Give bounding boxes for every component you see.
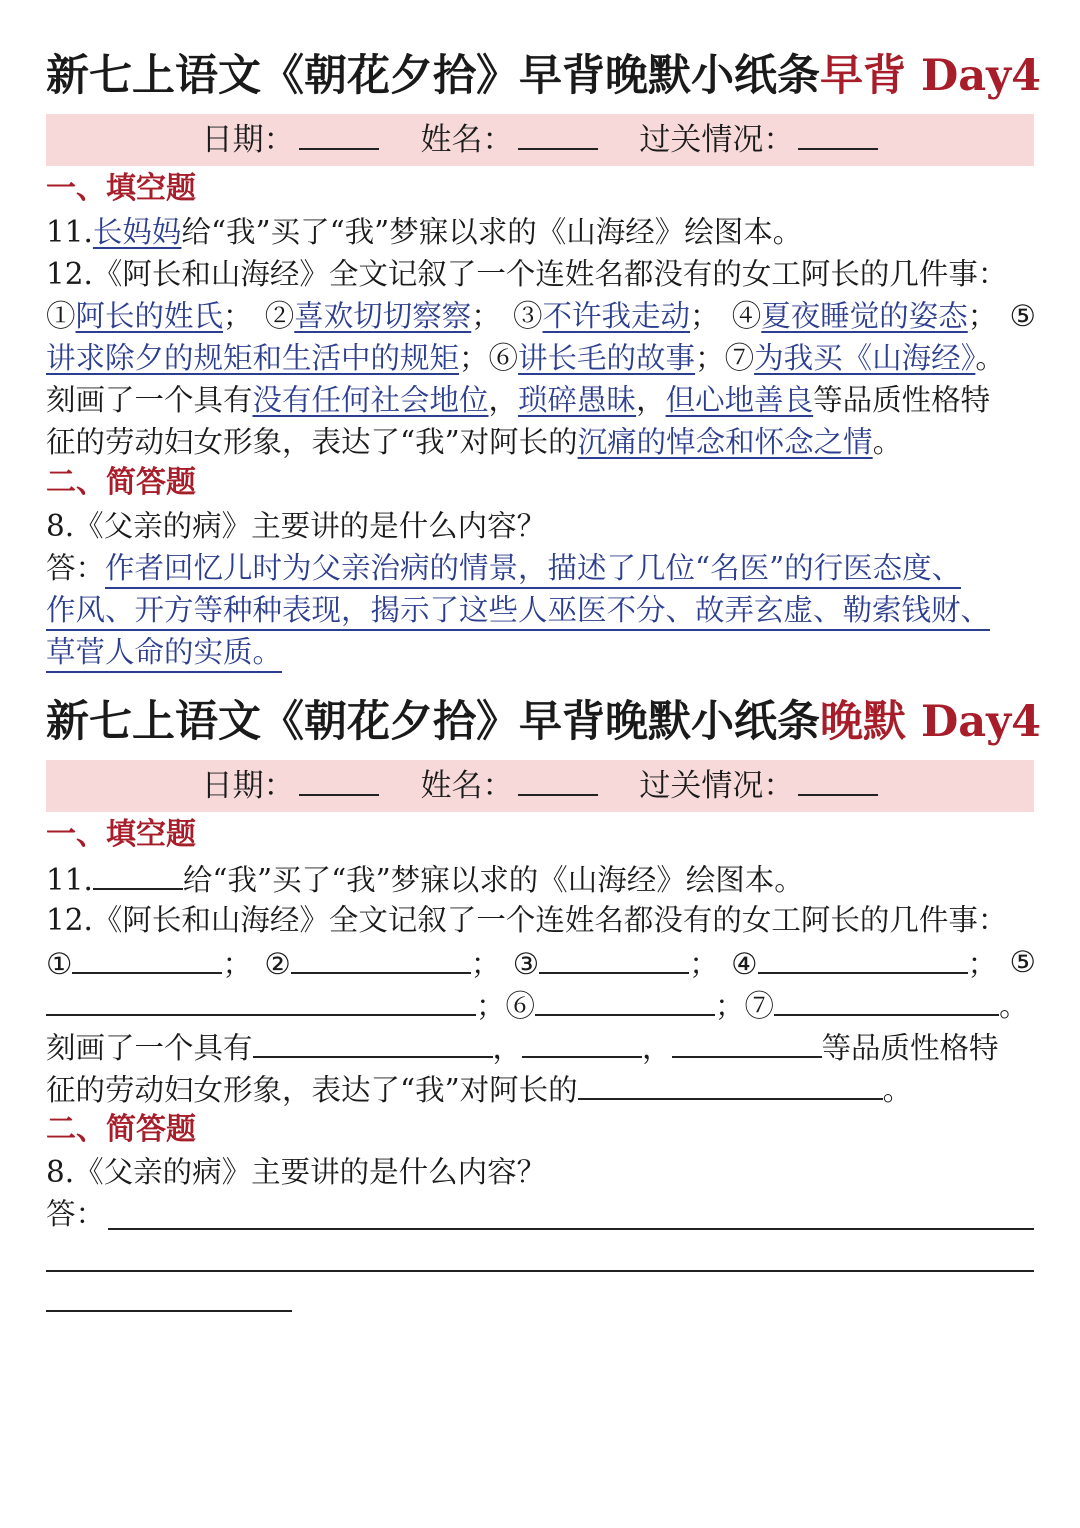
q12-emotion: 沉痛的悼念和怀念之情 — [577, 425, 873, 459]
q12-trait-2: 琐碎愚昧 — [518, 383, 637, 417]
q12-emotion-blank[interactable] — [578, 1068, 883, 1100]
date-blank[interactable] — [299, 118, 379, 150]
q12-text: 征的劳动妇女形象，表达了“我”对阿长的 — [46, 1073, 578, 1107]
q12-trait-blank-1[interactable] — [253, 1026, 493, 1058]
item-num: ⑤ — [1009, 945, 1036, 979]
morning-q12-line4 — [46, 380, 1036, 420]
q12-blank-5[interactable] — [46, 984, 476, 1016]
q8-answer-line: 草菅人命的实质。 — [46, 635, 282, 673]
sep: ； — [471, 299, 501, 333]
morning-q11 — [46, 212, 1036, 252]
sep: 。 — [882, 1073, 913, 1107]
sep: ； — [967, 299, 998, 333]
q12-text: 刻画了一个具有 — [46, 1031, 253, 1065]
item-num: ⑥ — [505, 989, 536, 1023]
sep: ； — [459, 341, 489, 375]
q12-text: 等品质性格特 — [821, 1031, 999, 1065]
morning-q12-line3 — [46, 338, 1036, 378]
evening-q12-intro: 12.《阿长和山海经》全文记叙了一个连姓名都没有的女工阿长的几件事： — [46, 903, 1008, 937]
q11-answer: 长妈妈 — [92, 215, 182, 249]
item-num: ⑦ — [724, 341, 755, 375]
morning-q12-intro: 12.《阿长和山海经》全文记叙了一个连姓名都没有的女工阿长的几件事： — [46, 257, 1008, 291]
q12-trait-3: 但心地善良 — [665, 383, 814, 417]
q11-number: 11. — [46, 215, 93, 249]
status-blank[interactable] — [798, 118, 878, 150]
sep: ， — [642, 1031, 672, 1065]
sep: ， — [488, 383, 519, 417]
morning-info-bar — [46, 114, 1034, 166]
q8-answer-line: 作者回忆儿时为父亲治病的情景，描述了几位“名医”的行医态度、 — [105, 551, 961, 589]
morning-q8: 8.《父亲的病》主要讲的是什么内容？ — [46, 509, 547, 543]
q12-trait-blank-3[interactable] — [672, 1026, 822, 1058]
status-blank[interactable] — [798, 764, 878, 796]
item-num: ① — [46, 947, 73, 981]
sep: ； — [223, 299, 253, 333]
q12-answer-1: 阿长的姓氏 — [75, 299, 224, 333]
answer-label: 答： — [46, 1197, 106, 1231]
q11-number: 11. — [46, 863, 93, 897]
name-label: 姓名： — [420, 122, 514, 158]
q11-text: 给“我”买了“我”梦寐以求的《山海经》绘图本。 — [182, 863, 804, 897]
sep: ， — [636, 383, 666, 417]
item-num: ③ — [513, 299, 543, 333]
q12-answer-2: 喜欢切切察察 — [294, 299, 472, 333]
evening-section-fill: 一、填空题 — [46, 817, 196, 852]
status-label: 过关情况： — [639, 122, 795, 158]
evening-q12-line3 — [46, 984, 1036, 1026]
morning-q8-answer-3 — [46, 632, 1036, 672]
evening-q8: 8.《父亲的病》主要讲的是什么内容？ — [46, 1155, 547, 1189]
q12-blank-1[interactable] — [72, 942, 222, 974]
evening-title-row — [46, 692, 1042, 752]
q8-answer-rule-2[interactable] — [46, 1270, 1034, 1272]
sep: ； — [470, 947, 501, 981]
q12-text: 征的劳动妇女形象，表达了“我”对阿长的 — [46, 425, 578, 459]
morning-q12-line5 — [46, 422, 1036, 462]
answer-label: 答： — [46, 551, 106, 585]
q8-answer-rule-3[interactable] — [46, 1310, 292, 1312]
morning-q12-line2 — [46, 296, 1036, 336]
sep: ； — [715, 989, 745, 1023]
evening-section-short: 二、简答题 — [46, 1112, 196, 1147]
item-num: ④ — [731, 299, 762, 333]
date-label: 日期： — [201, 768, 295, 804]
item-num: ② — [264, 299, 295, 333]
item-num: ④ — [731, 947, 758, 981]
q12-blank-7[interactable] — [774, 984, 999, 1016]
sep: ， — [492, 1031, 523, 1065]
sep: ； — [689, 947, 719, 981]
evening-q12-line4 — [46, 1026, 1036, 1068]
q11-text: 给“我”买了“我”梦寐以求的《山海经》绘图本。 — [181, 215, 803, 249]
q12-answer-7: 为我买《山海经》 — [754, 341, 976, 375]
q12-blank-2[interactable] — [291, 942, 471, 974]
q12-blank-3[interactable] — [539, 942, 689, 974]
morning-title-row — [46, 46, 1042, 106]
sep: ； — [967, 947, 998, 981]
evening-q12-line2 — [46, 942, 1036, 984]
sep: ； — [476, 989, 506, 1023]
morning-q8-answer-2 — [46, 590, 1036, 630]
q8-answer-rule-1[interactable] — [108, 1228, 1034, 1230]
item-num: ① — [46, 299, 76, 333]
name-blank[interactable] — [518, 764, 598, 796]
morning-q8-answer-1 — [46, 548, 1036, 588]
name-label: 姓名： — [420, 768, 514, 804]
q12-trait-1: 没有任何社会地位 — [252, 383, 489, 417]
sep: ； — [222, 947, 252, 981]
item-num: ⑦ — [744, 989, 775, 1023]
morning-day-tag: 早背 Day4 — [820, 51, 1042, 101]
q12-text: 刻画了一个具有 — [46, 383, 253, 417]
item-num: ③ — [512, 947, 540, 981]
q12-blank-4[interactable] — [758, 942, 968, 974]
item-num: ② — [264, 947, 291, 981]
q12-answer-4: 夏夜睡觉的姿态 — [761, 299, 968, 333]
sep: 。 — [975, 341, 1005, 375]
evening-q12-line5 — [46, 1068, 1036, 1110]
q11-blank[interactable] — [93, 858, 183, 890]
evening-title: 新七上语文《朝花夕拾》早背晚默小纸条 — [46, 697, 820, 747]
evening-q11 — [46, 858, 1036, 900]
item-num: ⑥ — [488, 341, 519, 375]
date-label: 日期： — [201, 122, 295, 158]
evening-info-bar — [46, 760, 1034, 812]
sep: ； — [695, 341, 725, 375]
morning-title: 新七上语文《朝花夕拾》早背晚默小纸条 — [46, 51, 820, 101]
q12-text: 等品质性格特 — [813, 383, 991, 417]
name-blank[interactable] — [518, 118, 598, 150]
q12-trait-blank-2[interactable] — [522, 1026, 642, 1058]
q12-answer-6: 讲长毛的故事 — [518, 341, 696, 375]
q12-answer-3: 不许我走动 — [542, 299, 691, 333]
sep: 。 — [999, 989, 1029, 1023]
evening-day-tag: 晚默 Day4 — [820, 697, 1042, 747]
sep: ； — [690, 299, 720, 333]
sep: 。 — [872, 425, 903, 459]
morning-section-short: 二、简答题 — [46, 465, 196, 500]
q8-answer-line: 作风、开方等种种表现，揭示了这些人巫医不分、故弄玄虚、勒索钱财、 — [46, 593, 990, 631]
date-blank[interactable] — [299, 764, 379, 796]
item-num: ⑤ — [1009, 299, 1036, 333]
q12-blank-6[interactable] — [535, 984, 715, 1016]
q12-answer-5: 讲求除夕的规矩和生活中的规矩 — [46, 341, 460, 375]
morning-section-fill: 一、填空题 — [46, 171, 196, 206]
status-label: 过关情况： — [639, 768, 795, 804]
